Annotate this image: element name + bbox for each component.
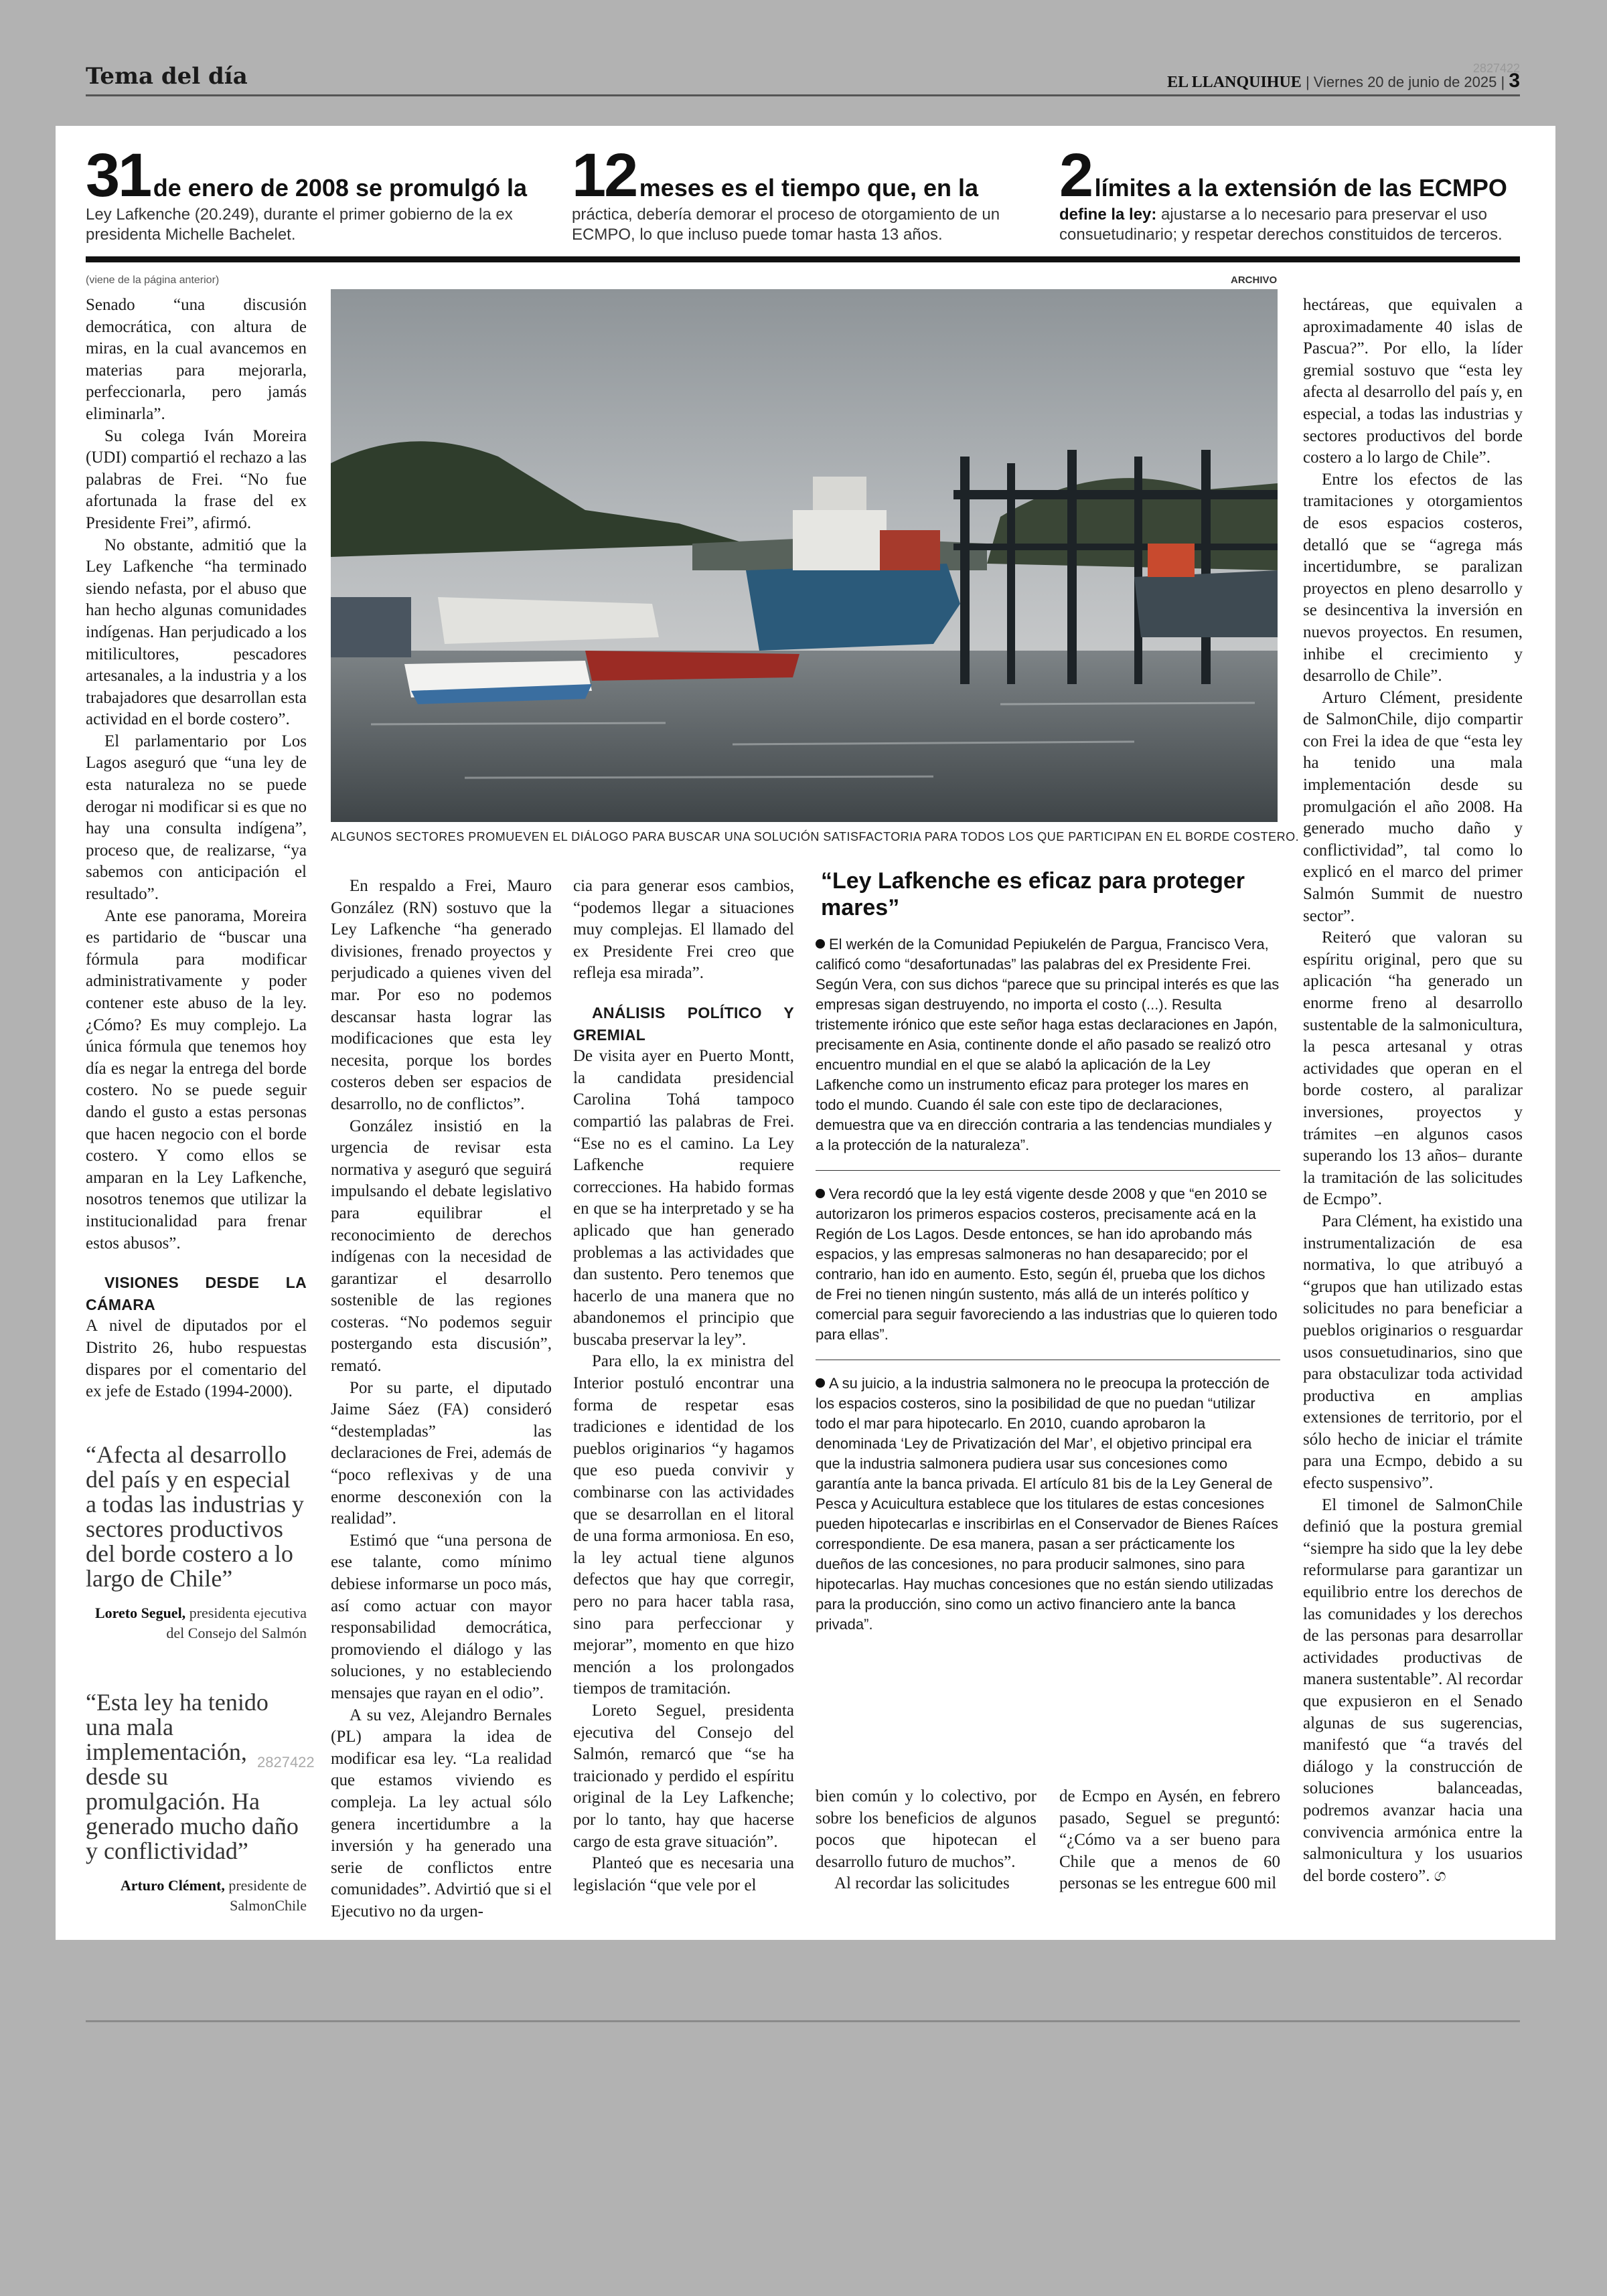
pull-quote-clement-name: Arturo Clément,: [120, 1877, 225, 1894]
column-2: [331, 876, 552, 1923]
col1-subhead: VISIONES DESDE LA CÁMARA: [86, 1274, 307, 1313]
sidebar-box: [816, 868, 1280, 1649]
col1-p5: Ante ese panorama, Moreira es partidario de “buscar una fórmula para modificar administrativamente y poder contener este abuso de la ley. ¿Cómo? Es muy complejo. La única fórmula que tenemos hoy día es negar la entrega del borde costero. No se puede seguir dando el gusto a estas personas que hacen negocio con el borde costero. Y como ellos se amparan en la Ley Lafkenche, nosotros tenemos que utilizar la institucionalidad para frenar estos abusos”.: [86, 906, 307, 1252]
section-title: Tema del día: [86, 63, 248, 90]
newspaper-name: EL LLANQUIHUE: [1167, 74, 1302, 91]
harbor-photo: [331, 289, 1278, 822]
fact-2-number: 12: [572, 141, 637, 210]
col6-p2: Entre los efectos de las tramitaciones y otorgamientos de esos espacios costeros, detalló que se “agrega más incertidumbre, se paralizan proyectos en pleno desarrollo y se desincentiva la inversión en nuevos proyectos. En resumen, inhibe el crecimiento y desarrollo de Chile”.: [1303, 470, 1523, 685]
fact-2: [572, 141, 1027, 245]
col4b-p2: Al recordar las solicitudes: [834, 1874, 1010, 1893]
col6-p5: Para Clément, ha existido una instrumentalización de esa normativa, lo que atribuyó a “grupos que han utilizado estas solicitudes no para beneficiar a pueblos originarios o resguardar usos consuetudinarios, sino que para obstaculizar toda actividad productiva en amplias extensiones de territorio, por el sólo hecho de iniciar el trámite para una Ecmpo, debido a su efecto suspensivo”.: [1303, 1212, 1523, 1493]
fact-1: [86, 141, 541, 245]
fact-1-lead: de enero de 2008 se promulgó la: [153, 174, 527, 201]
masthead: [1167, 70, 1520, 92]
fact-3-number: 2: [1059, 141, 1092, 210]
fact-3-body-bold: define la ley:: [1059, 206, 1157, 224]
corner-id: 2827422: [1472, 62, 1520, 75]
col6-p6: El timonel de SalmonChile definió que la postura gremial “siempre ha sido que la ley debe reformularse para garantizar un equilibrio entre los derechos de las comunidades y los derechos de las personas para desarrollar actividades productivas de manera sustentable”. Al recordar que expusieron en el Senado algunas de sus sugerencias, manifestó que “a través del diálogo y la construcción de soluciones balanceadas, podremos avanzar hacia una convivencia armónica entre la salmonicultura y los usuarios del borde costero”. ග: [1303, 1495, 1523, 1885]
col2-p4: Estimó que “una persona de ese talante, como mínimo debiese informarse un poco más, así como actuar con mayor responsabilidad democrática, promoviendo el diálogo y las soluciones, y no estableciendo mensajes que rayan en el odio”.: [331, 1531, 552, 1702]
column-1: [86, 295, 307, 1403]
col2-p3: Por su parte, el diputado Jaime Sáez (FA) consideró “destempladas” las declaraciones de Frei, además de “poco reflexivas y de una enorme desconexión con la realidad”.: [331, 1378, 552, 1528]
fact-2-lead: meses es el tiempo que, en la: [639, 174, 979, 201]
col2-p1: En respaldo a Frei, Mauro González (RN) sostuvo que la Ley Lafkenche “ha generado divisiones, frenado proyectos y perjudicado a quienes viven del mar. Por eso no podemos descansar hasta lograr las modificaciones que esta ley necesita, porque los bordes costeros deben ser espacios de desarrollo, no de conflictos”.: [331, 877, 552, 1113]
col6-p4: Reiteró que valoran su espíritu original, pero que su aplicación “ha generado un enorme freno al desarrollo sustentable de la salmonicultura, la pesca artesanal y otras actividades que operan en el borde costero, al paralizar inversiones, proyectos y trámites –en algunos casos superando los 13 años– durante la tramitación de las solicitudes de Ecmpo”.: [1303, 928, 1523, 1209]
sidebar-box-item: A su juicio, a la industria salmonera no le preocupa la protección de los espacios costeros, sino la posibilidad de que no puedan “utilizar todo el mar para hipotecarlo. En 2010, cuando aprobaron la denominada ‘Ley de Privatización del Mar’, el objetivo principal era que la industria salmonera pudiera usar sus concesiones como garantía ante la banca privada. El artículo 81 bis de la Ley General de Pesca y Acuicultura establece que los titulares de estas concesiones pueden hipotecarlas e inscribirlas en el Conservador de Bienes Raíces correspondiente. De esa manera, pasan a ser prácticamente los dueños de las concesiones, no para producir salmones, sino para hipotecarlas. Hay muchas concesiones que no están siendo utilizadas para la producción, sino como un activo financiero ante la banca privada”.: [816, 1375, 1278, 1633]
sidebar-box-item: Vera recordó que la ley está vigente desde 2008 y que “en 2010 se autorizaron los primeros espacios costeros, precisamente acá en la Región de Los Lagos. Desde entonces, se han ido aprobando más espacios, y las empresas salmoneras no han desaparecido; por el contrario, han ido en aumento. Esto, según él, prueba que los dichos de Frei no tienen ningún sustento, más allá de un interés político y comercial para seguir favoreciendo a las industrias que lo quieren todo para ellas”.: [816, 1184, 1280, 1360]
sidebar-box-item: El werkén de la Comunidad Pepiukelén de Pargua, Francisco Vera, calificó como “desafortunadas” las palabras del ex Presidente Frei. Según Vera, con sus dichos “parece que su principal interés es que las empresas sigan destruyendo, no importa el costo (...). Resulta tristemente irónico que este señor haga estas declaraciones en Japón, precisamente en Asia, continente donde el año pasado se realizó otro encuentro mundial en el que se alabó la aplicación de la Ley Lafkenche como un instrumento eficaz para proteger los mares en todo el mundo. Cuando él sale con este tipo de declaraciones, demuestra que va en dirección contraria a las tendencias mundiales y a la protección de la naturaleza”.: [816, 934, 1280, 1171]
photo-caption: ALGUNOS SECTORES PROMUEVEN EL DIÁLOGO PARA BUSCAR UNA SOLUCIÓN SATISFACTORIA PARA TODOS LOS QUE PARTICIPAN EN EL BORDE COSTERO.: [331, 830, 1300, 843]
fact-3-body-text: ajustarse a lo necesario para preservar el uso consuetudinario; y respetar derechos constituidos de terceros.: [1059, 206, 1503, 244]
photo-credit: ARCHIVO: [1231, 274, 1278, 286]
bullet-icon: [816, 1189, 825, 1198]
column-3: [573, 876, 794, 1896]
column-5b: [1059, 1786, 1280, 1895]
harbor-illustration: [331, 289, 1278, 822]
col1-p3: No obstante, admitió que la Ley Lafkenche “ha terminado siendo nefasta, por el abuso que han hecho algunas comunidades indígenas. Han perjudicado a los mitilicultores, pescadores artesanales, a la industria y a los trabajadores que desarrollan esta actividad en el borde costero”.: [86, 536, 307, 729]
page-number: 3: [1509, 70, 1520, 92]
issue-date: | Viernes 20 de junio de 2025 |: [1305, 74, 1505, 90]
column-4b: [816, 1786, 1037, 1895]
fact-3-body: [1059, 205, 1515, 245]
end-mark-icon: ග: [1434, 1866, 1446, 1885]
footer-rule: [86, 2020, 1520, 2022]
col3-p3: Para ello, la ex ministra del Interior postuló encontrar una forma de respetar esas tradiciones e identidad de los pueblos originarios “y hagamos que eso pueda convivir y combinarse con las actividades que se desarrollan en el litoral de una forma armoniosa. En eso, la ley actual tiene algunos defectos que hay que corregir, pero no para hacer tabla rasa, sino para perfeccionar y mejorar”, momento en que hizo mención a los prolongados tiempos de tramitación.: [573, 1352, 794, 1698]
col1-p4: El parlamentario por Los Lagos aseguró que “una ley de esta naturaleza no se puede derogar ni modificar si es que no hay una consulta indígena”, proceso que, de realizarse, “ya sabemos con anticipación el resultado”.: [86, 732, 307, 904]
pull-quote-clement-role: presidente de SalmonChile: [228, 1877, 307, 1914]
col2-p2: González insistió en la urgencia de revisar esta normativa y aseguró que seguirá impulsando el debate legislativo para equilibrar el reconocimiento de derechos indígenas con la necesidad de garantizar el desarrollo sostenible de las regiones costeras. “No podemos seguir postergando esta discusión”, remató.: [331, 1117, 552, 1376]
fact-2-body: práctica, debería demorar el proceso de otorgamiento de un ECMPO, lo que incluso puede tomar hasta 13 años.: [572, 206, 1000, 244]
bullet-icon: [816, 939, 825, 949]
continued-note: (viene de la página anterior): [86, 274, 220, 286]
pull-quote-clement-text: “Esta ley ha tenido una mala implementación, desde su promulgación. Ha generado mucho daño y conflictividad”: [86, 1689, 299, 1864]
col3-p4: Loreto Seguel, presidenta ejecutiva del Consejo del Salmón, remarcó que “se ha traicionado y perdido el espíritu original de la Ley Lafkenche; por lo tanto, hay que hacerse cargo de esta grave situación”.: [573, 1701, 794, 1851]
watermark-id: 2827422: [257, 1754, 315, 1771]
pull-quote-seguel-text: “Afecta al desarrollo del país y en especial a todas las industrias y sectores productivos del borde costero a lo largo de Chile”: [86, 1441, 304, 1592]
col3-p2: De visita ayer en Puerto Montt, la candidata presidencial Carolina Tohá tampoco compartió las palabras de Frei. “Ese no es el camino. La Ley Lafkenche requiere correcciones. Ha habido formas en que se ha interpretado y se ha aplicado que han generado problemas a las actividades que dan sustento. Pero tenemos que hacerlo de una manera que no abandonemos el principio que buscaba preservar la ley”.: [573, 1047, 794, 1349]
col6-p3: Arturo Clément, presidente de SalmonChile, dijo compartir con Frei la idea de que “esta ley ha tenido una mala implementación desde su promulgación el año 2008. Ha generado mucho daño y conflictividad”, tal como lo explicó en el marco del primer Salmón Summit de nuestro sector”.: [1303, 688, 1523, 925]
col3-p5: Planteó que es necesaria una legislación “que vele por el: [573, 1854, 794, 1894]
column-6: [1303, 295, 1523, 1887]
sidebar-box-title: “Ley Lafkenche es eficaz para proteger mares”: [821, 868, 1245, 920]
facts-strip: [86, 141, 1520, 262]
bullet-icon: [816, 1378, 825, 1388]
col6-p1: hectáreas, que equivalen a aproximadamente 40 islas de Pascua?”. Por ello, la líder gremial sostuvo que “esta ley afecta al desarrollo del país y, en especial, a todas las industrias y sectores productivos del borde costero a lo largo de Chile”.: [1303, 296, 1523, 467]
fact-1-body: Ley Lafkenche (20.249), durante el primer gobierno de la ex presidenta Michelle Bachelet.: [86, 206, 513, 244]
fact-1-number: 31: [86, 141, 151, 210]
col1-p1: Senado “una discusión democrática, con altura de miras, en la cual avancemos en materias para mejorarla, perfeccionarla, pero jamás eliminarla”.: [86, 296, 307, 423]
pull-quote-seguel: [86, 1443, 307, 1643]
page-header: [86, 58, 1520, 96]
col1-p6: A nivel de diputados por el Distrito 26, hubo respuestas dispares por el comentario del ex jefe de Estado (1994-2000).: [86, 1317, 307, 1401]
col4b-p1: bien común y lo colectivo, por sobre los beneficios de algunos pocos que hipotecan el desarrollo futuro de muchos”.: [816, 1787, 1037, 1871]
col5b-p1: de Ecmpo en Aysén, en febrero pasado, Seguel se preguntó: “¿Cómo va a ser bueno para Chile que a menos de 60 personas se les entregue 600 mil: [1059, 1787, 1280, 1893]
fact-3-lead: límites a la extensión de las ECMPO: [1094, 174, 1507, 201]
fact-3: [1059, 141, 1515, 245]
pull-quote-seguel-role: presidenta ejecutiva del Consejo del Salmón: [166, 1605, 307, 1641]
pull-quote-clement: [86, 1690, 307, 1916]
col3-p1: cia para generar esos cambios, “podemos llegar a situaciones muy complejas. El llamado del ex Presidente Frei creo que refleja esa mirada”.: [573, 877, 794, 983]
col1-p2: Su colega Iván Moreira (UDI) compartió el rechazo a las palabras de Frei. “No fue afortunada la frase del ex Presidente Frei”, afirmó.: [86, 426, 307, 532]
col2-p5: A su vez, Alejandro Bernales (PL) ampara la idea de modificar esa ley. “La realidad que estamos viviendo es compleja. La ley actual sólo genera incertidumbre a la inversión y ha generado una serie de conflictos entre comunidades”. Advirtió que si el Ejecutivo no da urgen-: [331, 1706, 552, 1920]
col3-subhead: ANÁLISIS POLÍTICO Y GREMIAL: [573, 1003, 794, 1044]
pull-quote-seguel-name: Loreto Seguel,: [94, 1605, 186, 1621]
